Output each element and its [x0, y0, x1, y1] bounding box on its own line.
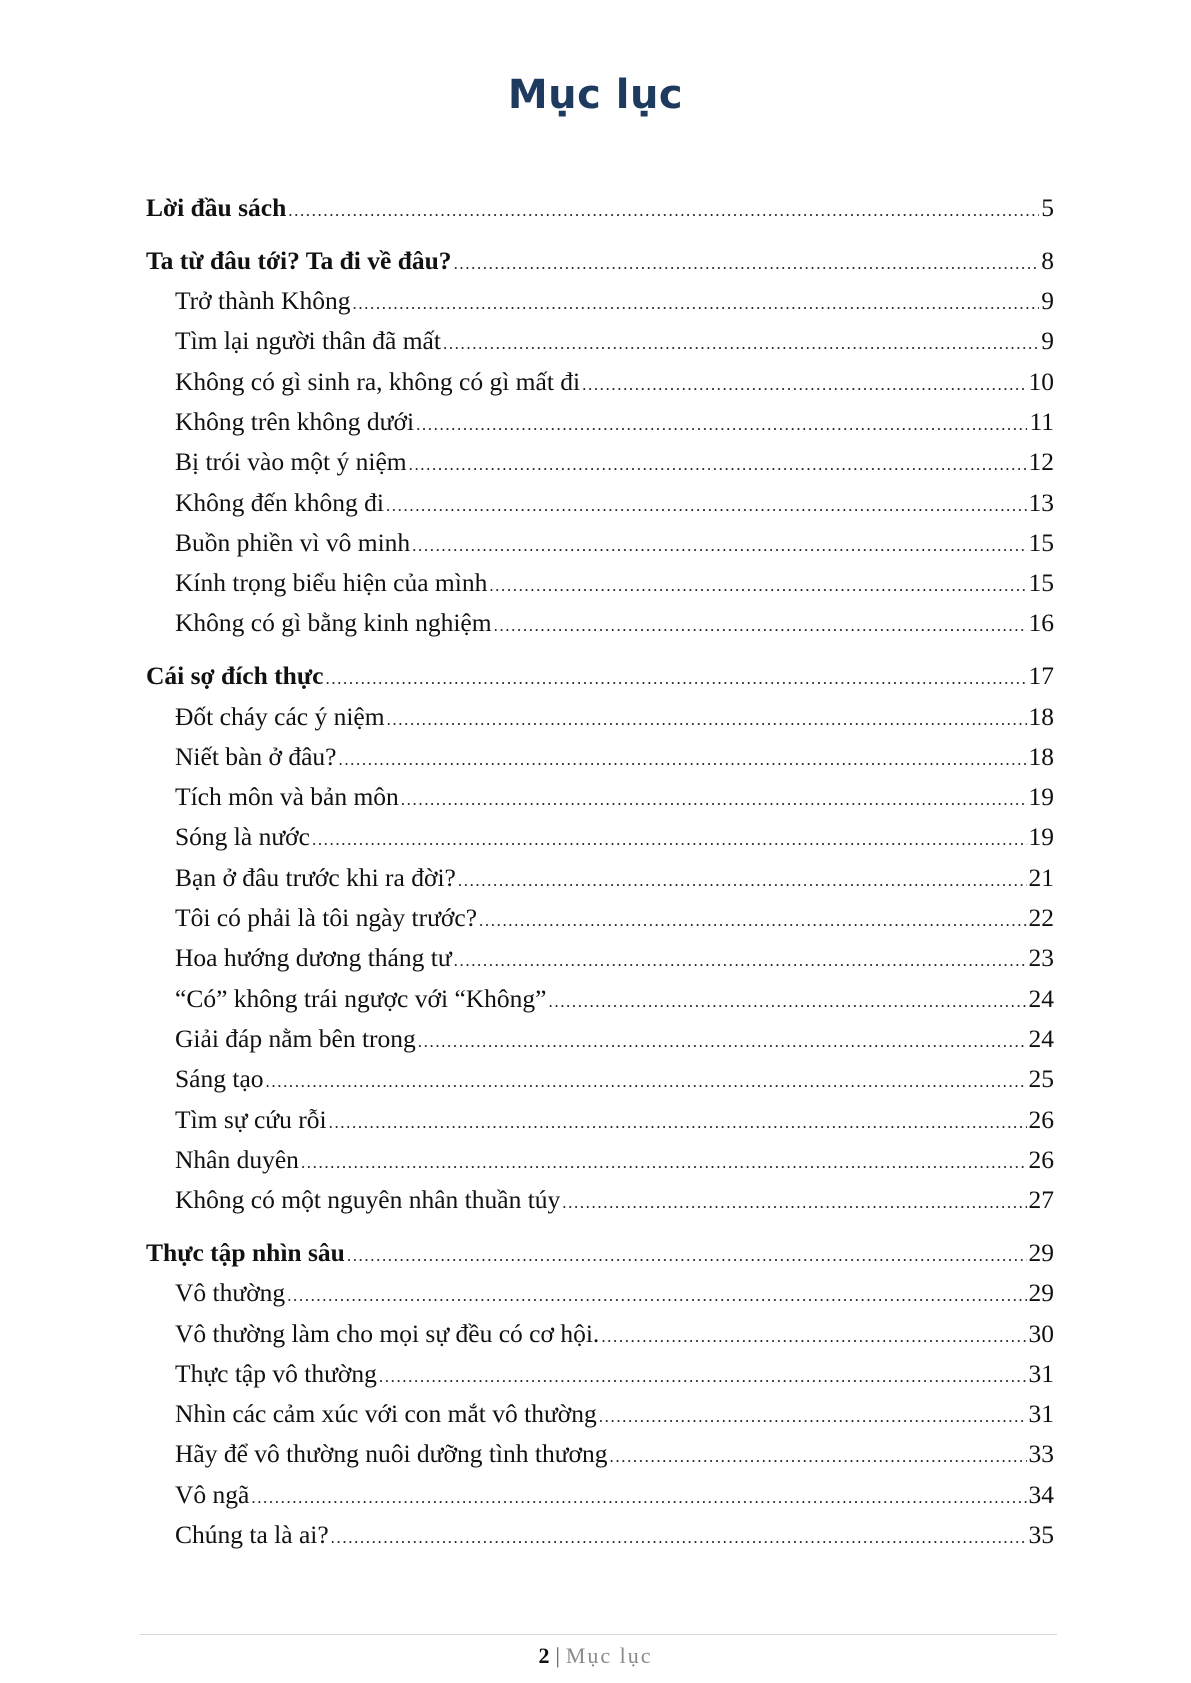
dot-leader [479, 901, 1026, 941]
table-of-contents [146, 188, 1054, 1555]
toc-entry-page-number: 26 [1028, 1144, 1054, 1174]
toc-entry-page-number: 29 [1028, 1278, 1054, 1308]
dot-leader [489, 566, 1026, 606]
toc-entry-page-number: 26 [1028, 1104, 1054, 1134]
toc-entry-page-number: 9 [1041, 286, 1054, 316]
toc-section-entry[interactable] [146, 817, 1054, 857]
toc-entry-label: Tìm sự cứu rỗi [175, 1104, 327, 1134]
toc-entry-page-number: 23 [1028, 943, 1054, 973]
toc-entry-page-number: 19 [1028, 782, 1054, 812]
footer-section-title: Mục lục [565, 1643, 653, 1668]
toc-entry-page-number: 34 [1028, 1479, 1054, 1509]
toc-entry-label: Nhìn các cảm xúc với con mắt vô thường [175, 1399, 597, 1429]
toc-entry-label: Hoa hướng dương tháng tư [175, 943, 452, 973]
toc-section-entry[interactable] [146, 563, 1054, 603]
toc-entry-page-number: 29 [1028, 1237, 1054, 1267]
dot-leader [412, 526, 1026, 566]
footer-separator: | [555, 1643, 560, 1668]
toc-entry-page-number: 24 [1028, 983, 1054, 1013]
toc-entry-page-number: 12 [1028, 447, 1054, 477]
toc-chapter-entry[interactable] [146, 188, 1054, 228]
toc-section-entry[interactable] [146, 697, 1054, 737]
toc-entry-label: Tích môn và bản môn [175, 782, 399, 812]
toc-entry-label: Không đến không đi [175, 487, 384, 517]
toc-entry-page-number: 17 [1028, 661, 1054, 691]
dot-leader [443, 324, 1039, 364]
toc-entry-label: Tìm lại người thân đã mất [175, 326, 441, 356]
dot-leader [601, 1317, 1026, 1357]
toc-entry-page-number: 27 [1028, 1185, 1054, 1215]
toc-section-entry[interactable] [146, 1394, 1054, 1434]
toc-entry-label: Bạn ở đâu trước khi ra đời? [175, 862, 456, 892]
dot-leader [494, 606, 1027, 646]
toc-section-entry[interactable] [146, 1314, 1054, 1354]
page-title: Mục lục [507, 72, 684, 118]
toc-section-entry[interactable] [146, 737, 1054, 777]
toc-section-entry[interactable] [146, 777, 1054, 817]
toc-entry-page-number: 15 [1028, 527, 1054, 557]
toc-entry-label: Kính trọng biểu hiện của mình [175, 568, 488, 598]
toc-entry-label: Hãy để vô thường nuôi dưỡng tình thương [175, 1439, 608, 1469]
toc-entry-label: Chúng ta là ai? [175, 1520, 329, 1549]
dot-leader [418, 1022, 1027, 1062]
toc-entry-page-number: 19 [1028, 822, 1054, 852]
toc-entry-label: Ta từ đâu tới? Ta đi về đâu? [146, 245, 452, 275]
toc-section-entry[interactable] [146, 1354, 1054, 1394]
dot-leader [301, 1143, 1027, 1183]
toc-section-entry[interactable] [146, 321, 1054, 361]
toc-entry-label: Nhân duyên [175, 1144, 299, 1174]
toc-entry-page-number: 18 [1028, 701, 1054, 731]
toc-entry-label: Không có gì bằng kinh nghiệm [175, 608, 492, 638]
toc-entry-page-number: 10 [1028, 366, 1054, 396]
toc-entry-label: Sáng tạo [175, 1064, 264, 1094]
toc-section-entry[interactable] [146, 979, 1054, 1019]
toc-chapter-entry[interactable] [146, 241, 1054, 281]
toc-entry-page-number: 31 [1028, 1399, 1054, 1429]
dot-leader [599, 1397, 1027, 1437]
footer-page-number: 2 [538, 1643, 550, 1668]
dot-leader [458, 861, 1027, 901]
dot-leader [409, 445, 1027, 485]
toc-section-entry[interactable] [146, 1515, 1054, 1555]
toc-entry-label: Thực tập vô thường [175, 1358, 377, 1388]
dot-leader [379, 1357, 1027, 1397]
dot-leader [401, 780, 1027, 820]
toc-entry-page-number: 21 [1028, 862, 1054, 892]
toc-entry-page-number: 8 [1041, 245, 1054, 275]
toc-entry-label: Thực tập nhìn sâu [146, 1237, 345, 1267]
dot-leader [331, 1518, 1027, 1558]
toc-chapter-entry[interactable] [146, 656, 1054, 696]
dot-leader [386, 486, 1027, 526]
toc-section-entry[interactable] [146, 938, 1054, 978]
dot-leader [312, 820, 1027, 860]
toc-entry-page-number: 16 [1028, 608, 1054, 638]
toc-section-entry[interactable] [146, 1180, 1054, 1220]
toc-entry-page-number: 5 [1041, 193, 1054, 222]
toc-entry-page-number: 18 [1028, 741, 1054, 771]
toc-entry-label: “Có” không trái ngược với “Không” [175, 983, 547, 1013]
toc-entry-label: Vô ngã [175, 1479, 250, 1509]
footer-divider [140, 1634, 1057, 1635]
toc-entry-label: Tôi có phải là tôi ngày trước? [175, 903, 478, 933]
toc-entry-page-number: 31 [1028, 1358, 1054, 1388]
dot-leader [387, 700, 1027, 740]
toc-entry-page-number: 30 [1028, 1318, 1054, 1348]
toc-entry-label: Vô thường làm cho mọi sự đều có cơ hội. [175, 1318, 600, 1348]
toc-section-entry[interactable] [146, 898, 1054, 938]
toc-entry-page-number: 24 [1028, 1023, 1054, 1053]
toc-section-entry[interactable] [146, 1475, 1054, 1515]
dot-leader [287, 1276, 1026, 1316]
toc-section-entry[interactable] [146, 1273, 1054, 1313]
toc-entry-page-number: 25 [1028, 1064, 1054, 1094]
toc-section-entry[interactable] [146, 858, 1054, 898]
toc-entry-label: Không trên không dưới [175, 406, 415, 436]
toc-section-entry[interactable] [146, 362, 1054, 402]
dot-leader [325, 659, 1026, 699]
toc-entry-label: Bị trói vào một ý niệm [175, 447, 407, 477]
dot-leader [549, 982, 1027, 1022]
toc-section-entry[interactable] [146, 402, 1054, 442]
page-footer [0, 1641, 1191, 1671]
toc-entry-page-number: 33 [1028, 1439, 1054, 1469]
toc-entry-page-number: 35 [1028, 1520, 1054, 1549]
toc-entry-page-number: 11 [1029, 406, 1054, 436]
dot-leader [251, 1478, 1026, 1518]
toc-entry-label: Lời đầu sách [146, 193, 287, 222]
toc-entry-label: Trở thành Không [175, 286, 351, 316]
toc-entry-label: Đốt cháy các ý niệm [175, 701, 385, 731]
toc-entry-label: Giải đáp nằm bên trong [175, 1023, 416, 1053]
dot-leader [352, 284, 1039, 324]
toc-entry-page-number: 22 [1028, 903, 1054, 933]
dot-leader [347, 1236, 1027, 1276]
toc-entry-label: Sóng là nước [175, 822, 310, 852]
toc-entry-page-number: 13 [1028, 487, 1054, 517]
dot-leader [610, 1437, 1027, 1477]
toc-section-entry[interactable] [146, 1059, 1054, 1099]
toc-entry-page-number: 9 [1041, 326, 1054, 356]
toc-entry-label: Không có một nguyên nhân thuần túy [175, 1185, 561, 1215]
toc-entry-label: Cái sợ đích thực [146, 661, 324, 691]
dot-leader [338, 740, 1026, 780]
dot-leader [562, 1183, 1026, 1223]
toc-entry-label: Niết bàn ở đâu? [175, 741, 337, 771]
toc-entry-page-number: 15 [1028, 568, 1054, 598]
dot-leader [266, 1062, 1027, 1102]
dot-leader [416, 405, 1027, 445]
toc-section-entry[interactable] [146, 1140, 1054, 1180]
toc-entry-label: Không có gì sinh ra, không có gì mất đi [175, 366, 581, 396]
dot-leader [329, 1103, 1027, 1143]
toc-chapter-entry[interactable] [146, 1233, 1054, 1273]
toc-section-entry[interactable] [146, 442, 1054, 482]
toc-section-entry[interactable] [146, 1434, 1054, 1474]
toc-entry-label: Buồn phiền vì vô minh [175, 527, 411, 557]
toc-section-entry[interactable] [146, 483, 1054, 523]
toc-section-entry[interactable] [146, 281, 1054, 321]
toc-section-entry[interactable] [146, 603, 1054, 643]
dot-leader [288, 191, 1039, 231]
dot-leader [582, 365, 1026, 405]
dot-leader [454, 941, 1027, 981]
toc-section-entry[interactable] [146, 523, 1054, 563]
toc-entry-label: Vô thường [175, 1278, 286, 1308]
toc-section-entry[interactable] [146, 1100, 1054, 1140]
dot-leader [454, 244, 1040, 284]
toc-section-entry[interactable] [146, 1019, 1054, 1059]
